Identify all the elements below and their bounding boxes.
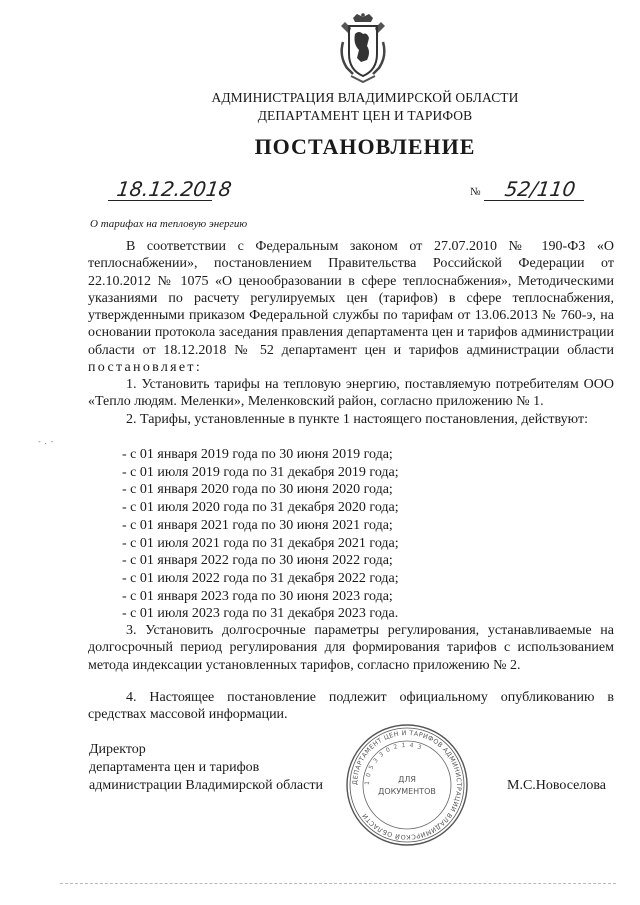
- signatory-administration: администрации Владимирской области: [89, 778, 323, 793]
- list-item: - с 01 января 2019 года по 30 июня 2019 года;: [122, 447, 393, 462]
- number-label: №: [470, 186, 481, 198]
- preamble-paragraph: [88, 238, 614, 376]
- list-item: - с 01 января 2020 года по 30 июня 2020 года;: [122, 482, 393, 498]
- list-item: - с 01 июля 2023 года по 31 декабря 2023 года.: [122, 606, 399, 622]
- stamp-ring-text: ДЕПАРТАМЕНТ ЦЕН И ТАРИФОВ АДМИНИСТРАЦИИ ВЛАДИМИРСКОЙ ОБЛАСТИ: [350, 728, 464, 842]
- date-underline: [108, 200, 212, 201]
- stamp-center-line2: ДОКУМЕНТОВ: [378, 787, 436, 796]
- item-4-paragraph: 4. Настоящее постановление подлежит официальному опубликованию в средствах массовой информации.: [88, 690, 614, 723]
- document-title: ПОСТАНОВЛЕНИЕ: [254, 134, 476, 159]
- signatory-name: М.С.Новоселова: [507, 778, 606, 793]
- department-name: ДЕПАРТАМЕНТ ЦЕН И ТАРИФОВ: [257, 108, 473, 123]
- validity-periods-list: [122, 446, 399, 623]
- list-item: - с 01 января 2023 года по 30 июня 2023 года;: [122, 588, 393, 604]
- page-bottom-rule: [60, 883, 616, 884]
- document-date: 18.12.2018: [115, 177, 234, 201]
- signatory-department: департамента цен и тарифов: [89, 760, 260, 775]
- preamble-text: В соответствии с Федеральным законом от 27.07.2010 № 190-ФЗ «О теплоснабжении», постановлением Правительства Российской Федерации от 22.10.2012 № 1075 «О ценообразовании в сфере теплоснабжения», Методическими указаниями по расчету регулируемых цен (тарифов) в сфере теплоснабжения, утвержденными приказом Федеральной службы по тарифам от 13.06.2013 № 760-э, на основании протокола заседания правления департамента цен и тарифов администрации области от 18.12.2018 № 52 департамент цен и тарифов администрации области: [88, 239, 614, 358]
- coat-of-arms-icon: [333, 12, 393, 84]
- signatory-title: [89, 741, 323, 795]
- stamp-center-line1: ДЛЯ: [398, 775, 416, 784]
- document-number: 52/110: [503, 177, 578, 201]
- official-stamp: [344, 722, 470, 848]
- organization-name: АДМИНИСТРАЦИЯ ВЛАДИМИРСКОЙ ОБЛАСТИ: [211, 90, 519, 105]
- list-item: - с 01 июля 2019 года по 31 декабря 2019 года;: [122, 464, 399, 480]
- list-item: - с 01 июля 2021 года по 31 декабря 2021 года;: [122, 535, 399, 551]
- item-1-paragraph: 1. Установить тарифы на тепловую энергию, поставляемую потребителям ООО «Тепло людям. Меленки», Меленковский район, согласно приложению № 1.: [88, 377, 614, 410]
- document-subject: О тарифах на тепловую энергию: [90, 218, 248, 230]
- list-item: - с 01 января 2021 года по 30 июня 2021 года;: [122, 517, 393, 533]
- decree-word: постановляет:: [88, 360, 203, 376]
- stamp-ogrn: 1 0 5 3 3 0 2 1 4 3: [363, 741, 424, 786]
- list-item: - с 01 января 2022 года по 30 июня 2022 года;: [122, 553, 393, 569]
- list-item: - с 01 июля 2020 года по 31 декабря 2020 года;: [122, 500, 399, 516]
- signatory-position: Директор: [89, 742, 146, 757]
- number-underline: [484, 200, 584, 201]
- item-2-paragraph: 2. Тарифы, установленные в пункте 1 настоящего постановления, действуют:: [126, 412, 588, 427]
- margin-mark: - . -: [38, 437, 55, 446]
- item-3-paragraph: 3. Установить долгосрочные параметры регулирования, устанавливаемые на долгосрочный период регулирования для формирования тарифов с использованием метода индексации установленных тарифов, согласно приложению № 2.: [88, 623, 614, 673]
- list-item: - с 01 июля 2022 года по 31 декабря 2022 года;: [122, 570, 399, 586]
